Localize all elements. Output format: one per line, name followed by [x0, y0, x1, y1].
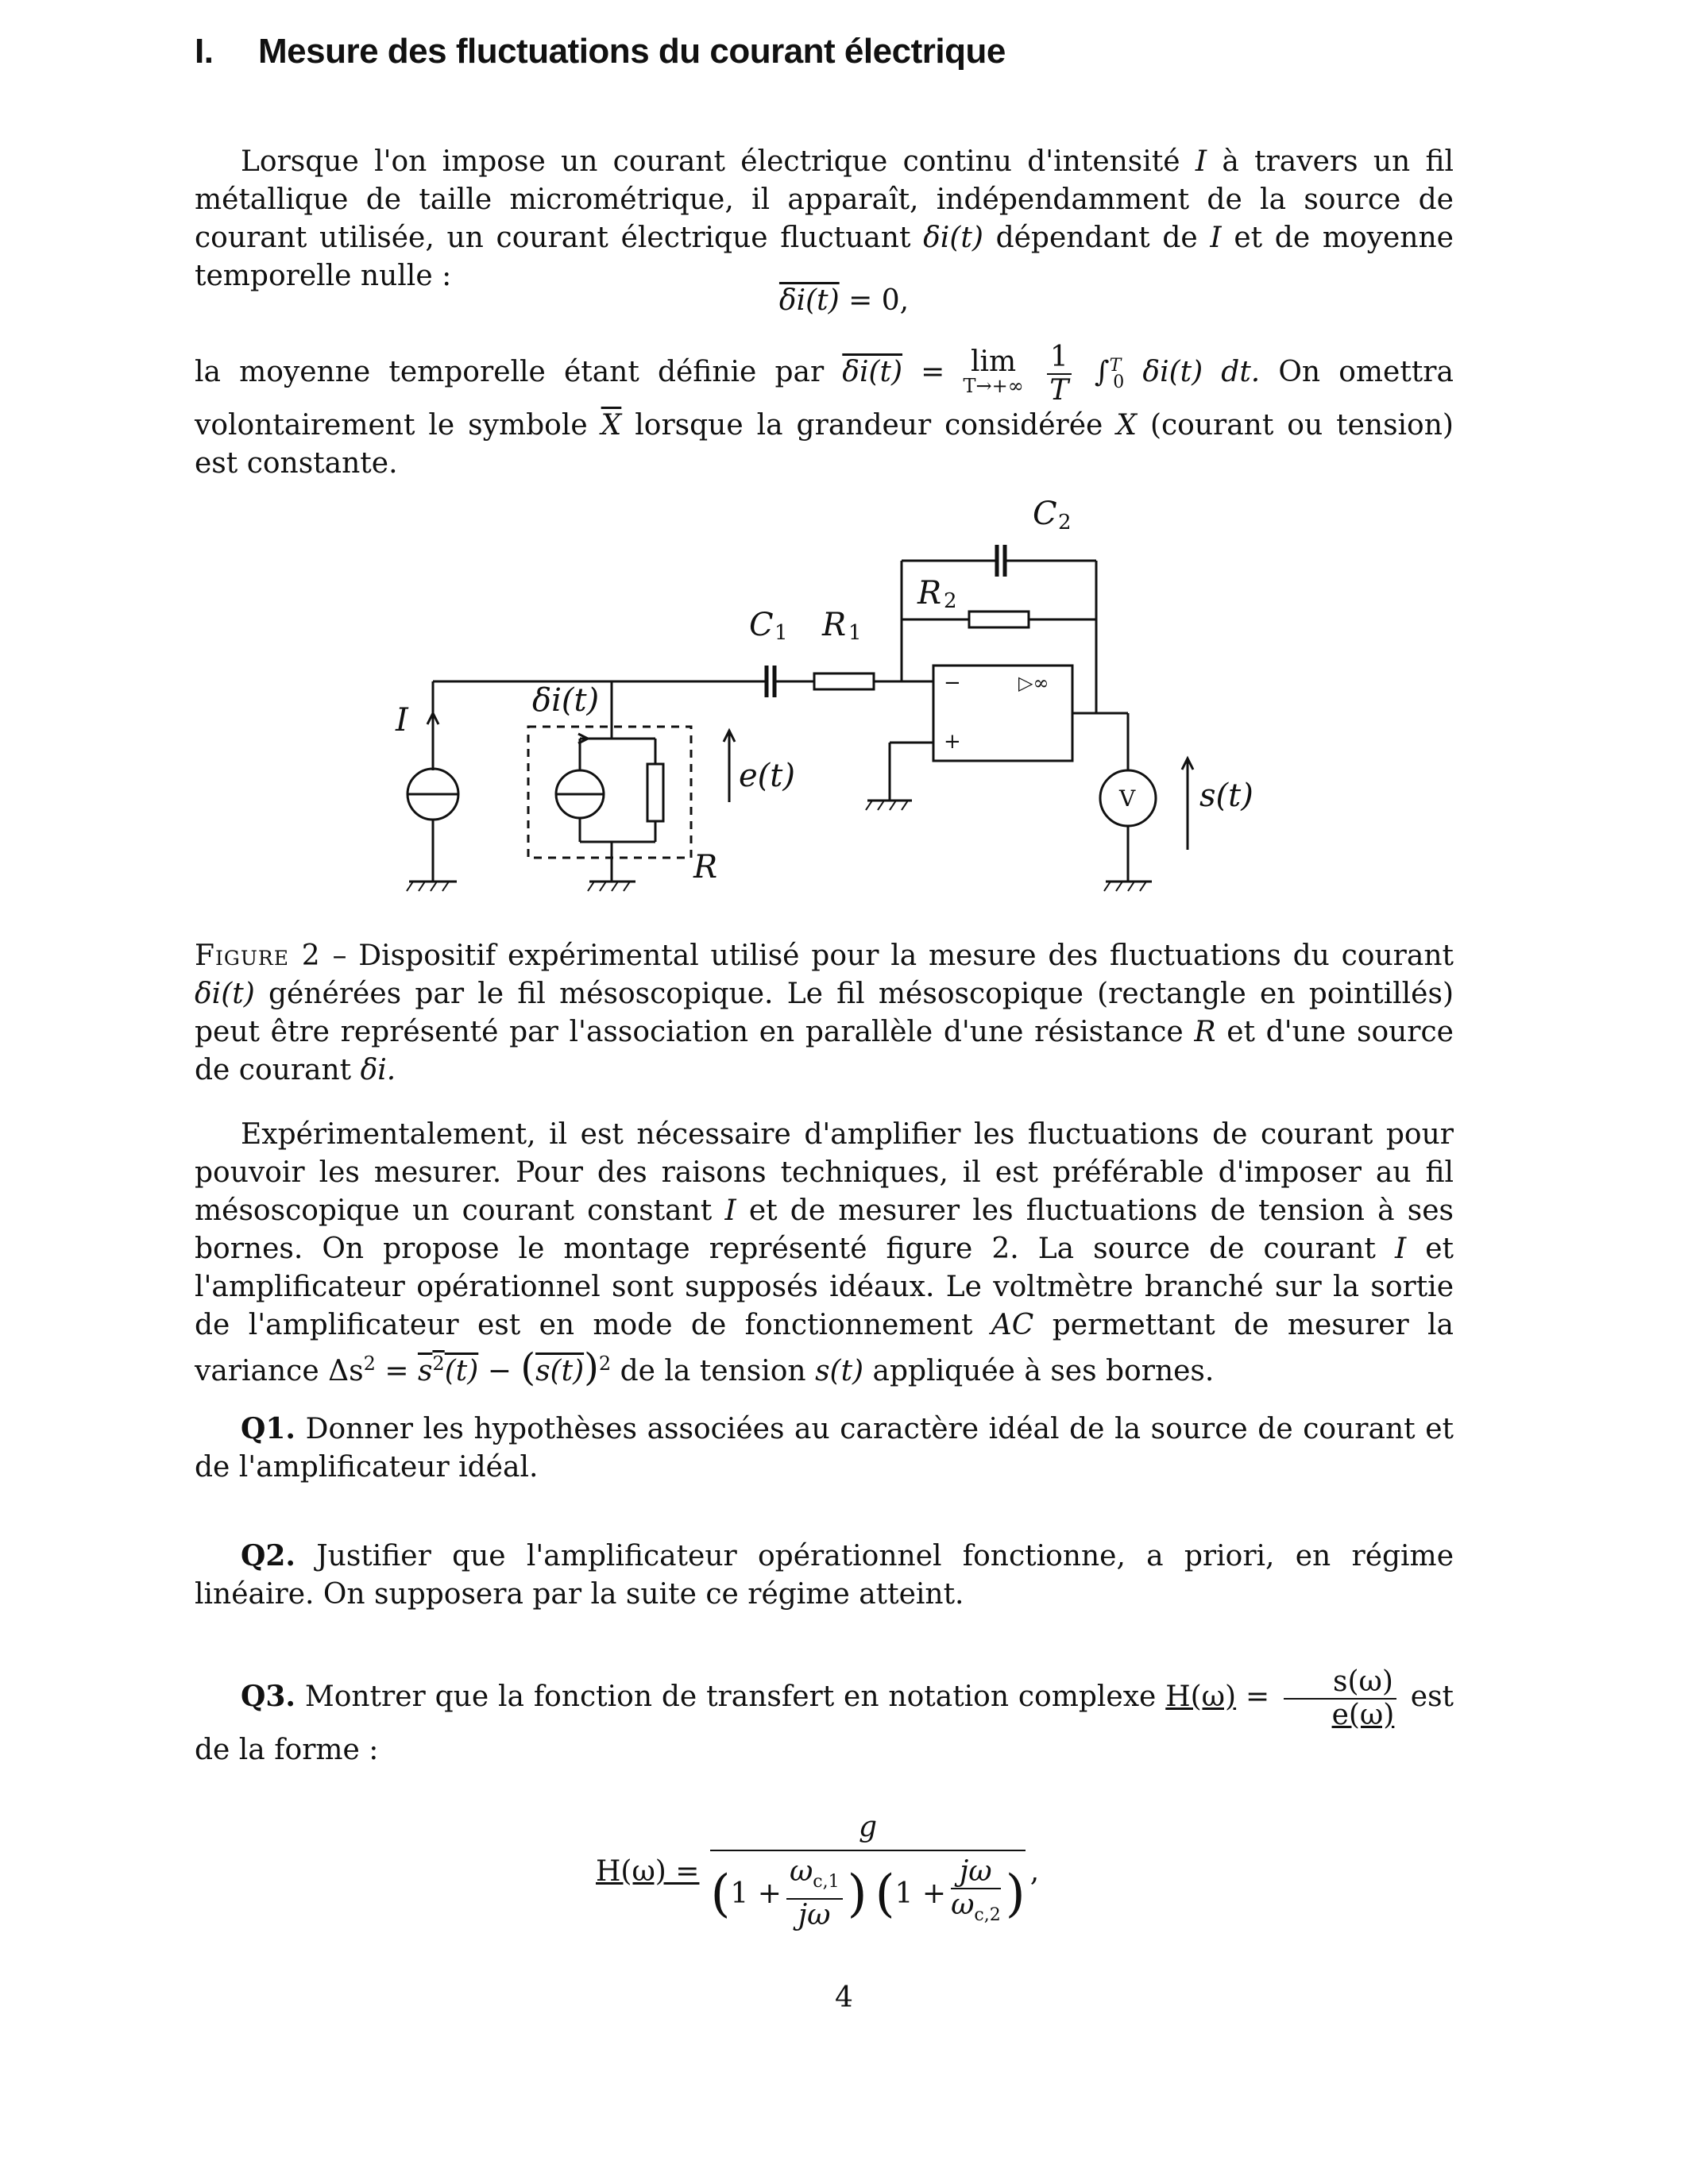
resistor-R1 [814, 673, 874, 689]
svg-text:2: 2 [944, 589, 957, 613]
mean-definition-paragraph: la moyenne temporelle étant définie par δi(t) = lim T→+∞ $\frac{1}{T}$ ∫$^T_0$ δi(t) dt. On omettra volontairement le symbole $\overline{X}$ lorsque la grandeur considérée X (courant ou tension) est constante. [195, 341, 1454, 480]
circuit-diagram [0, 477, 1688, 921]
question-3: Q3. Montrer que la fonction de transfert en notation complexe H(ω) = $\frac{s(\omega)}{e(\omega)}$ est de la forme : [195, 1665, 1454, 1766]
label-R1: R [822, 607, 847, 643]
opamp-minus: − [944, 671, 961, 695]
resistor-R2 [969, 612, 1029, 627]
opamp-plus: + [944, 730, 961, 754]
section-title [195, 32, 1006, 71]
section-number: I. [195, 32, 214, 71]
label-e-t: e(t) [739, 758, 795, 794]
svg-text:1: 1 [774, 621, 788, 645]
label-R: R [693, 849, 718, 886]
opamp-symbol: ▷∞ [1018, 672, 1049, 694]
label-s-t: s(t) [1199, 778, 1253, 814]
question-2: Q2. Justifier que l'amplificateur opérationnel fonctionne, a priori, en régime linéaire. On supposera par la suite ce régime atteint. [195, 1539, 1454, 1611]
label-R2: R [917, 575, 942, 612]
mean-equation: δi(t) = 0, [778, 284, 910, 317]
label-delta-i: δi(t) [532, 682, 600, 719]
section-title-text: Mesure des fluctuations du courant électrique [258, 32, 1006, 71]
question-1: Q1. Donner les hypothèses associées au caractère idéal de la source de courant et de l'amplificateur idéal. [195, 1412, 1454, 1484]
label-C2: C [1033, 496, 1057, 532]
svg-text:1: 1 [848, 621, 862, 645]
voltmeter-label: V [1119, 785, 1136, 812]
figure-caption: Figure 2 – Dispositif expérimental utilisé pour la mesure des fluctuations du courant δi(t) générées par le fil mésoscopique. Le fil mésoscopique (rectangle en pointillés) peut être représenté par l'association en parallèle d'une résistance R et d'une source de courant δi. [195, 940, 1454, 1086]
page-number: 4 [835, 1981, 853, 2014]
experimental-paragraph: Expérimentalement, il est nécessaire d'amplifier les fluctuations de courant pour pouvoir les mesurer. Pour des raisons techniques, il est préférable d'imposer au fil mésoscopique un courant constant I et de mesurer les fluctuations de tension à ses bornes. On propose le montage représenté figure 2. La source de courant I et l'amplificateur opérationnel sont supposés idéaux. Le voltmètre branché sur la sortie de l'amplificateur est en mode de fonctionnement AC permettant de mesurer la variance $\Delta s^2 = s^2(t) - (s(t))^2$ de la tension s(t) appliquée à ses bornes. [195, 1118, 1454, 1390]
label-I: I [396, 702, 408, 739]
resistor-R [647, 764, 663, 821]
intro-paragraph: Lorsque l'on impose un courant électrique continu d'intensité I à travers un fil métallique de taille micrométrique, il apparaît, indépendamment de la source de courant utilisée, un courant électrique fluctuant δi(t) dépendant de I et de moyenne temporelle nulle : [195, 145, 1454, 292]
label-C1: C [749, 607, 774, 643]
svg-text:2: 2 [1058, 511, 1072, 534]
mesoscopic-wire-box [528, 727, 691, 858]
transfer-function: H(ω) = g ( 1 + $\frac{\omega_{c,1}}{j\omega}$ ) ( 1 + $\frac{j\omega}{\omega_{c,2}}$ ) , [596, 1811, 1040, 1932]
